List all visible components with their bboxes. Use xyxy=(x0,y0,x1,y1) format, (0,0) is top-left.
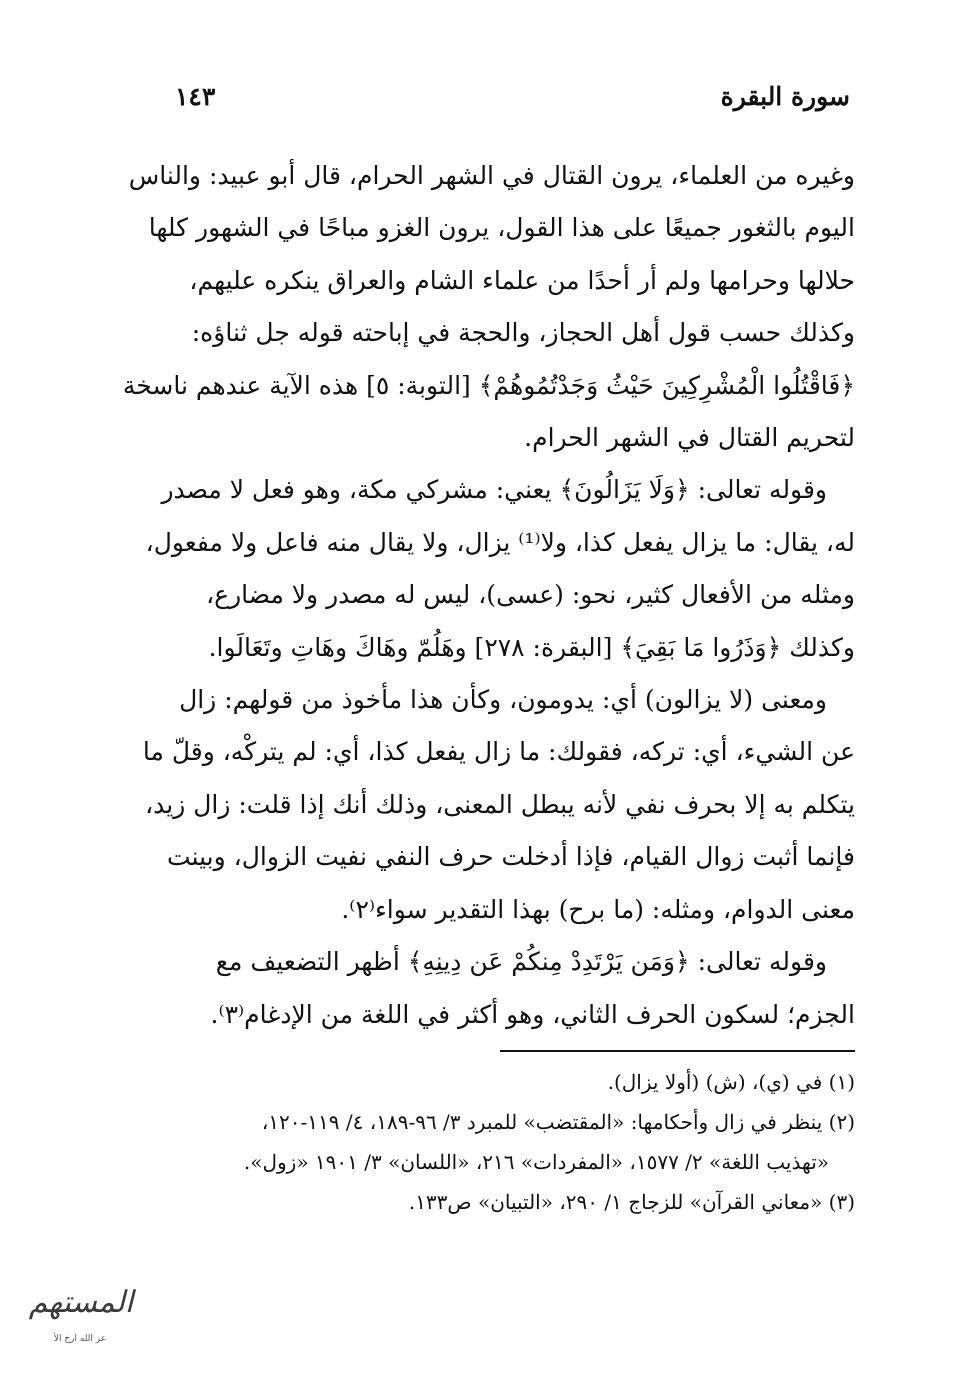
text-line: وغيره من العلماء، يرون القتال في الشهر الحرام، قال أبو عبيد: والناس xyxy=(128,161,855,190)
footnote-2-continuation: «تهذيب اللغة» ٢/ ١٥٧٧، «المفردات» ٢١٦، «اللسان» ٣/ ١٩٠١ «زول». xyxy=(243,1150,829,1174)
watermark-logo: المستهم xyxy=(28,1285,134,1320)
main-text xyxy=(115,150,855,1041)
text-line: فإنما أثبت زوال القيام، فإذا أدخلت حرف النفي نفيت الزوال، وبينت xyxy=(167,842,855,872)
text-line: وقوله تعالى: ﴿وَلَا يَزَالُونَ﴾ يعني: مشركي مكة، وهو فعل لا مصدر xyxy=(161,475,827,505)
footnotes xyxy=(115,1062,855,1222)
page-header xyxy=(150,82,850,122)
text-line: وكذلك ﴿وَذَرُوا مَا بَقِيَ﴾ [البقرة: ٢٧٨] وهَلُمّ وهَاكَ وهَاتِ وتَعَالَوا. xyxy=(208,632,855,662)
watermark-subtext: عز الله ارخ الأ xyxy=(53,1334,107,1344)
text-line: لتحريم القتال في الشهر الحرام. xyxy=(524,423,855,453)
text-line: معنى الدوام، ومثله: (ما برح) بهذا التقدير سواء⁽٢⁾. xyxy=(341,894,855,924)
text-line: الجزم؛ لسكون الحرف الثاني، وهو أكثر في اللغة من الإدغام⁽٣⁾. xyxy=(210,999,855,1029)
footnote-2: (٢) ينظر في زال وأحكامها: «المقتضب» للمبرد ٣/ ٩٦-١٨٩، ٤/ ١١٩-١٢٠، xyxy=(261,1110,855,1134)
text-line: اليوم بالثغور جميعًا على هذا القول، يرون الغزو مباحًا في الشهور كلها xyxy=(148,213,855,243)
text-line: ﴿فَاقْتُلُوا الْمُشْرِكِينَ حَيْثُ وَجَدْتُمُوهُمْ﴾ [التوبة: ٥] هذه الآية عندهم ناسخة xyxy=(122,370,855,400)
footnote-separator xyxy=(500,1050,855,1052)
text-line: له، يقال: ما يزال يفعل كذا، ولا⁽¹⁾ يزال، ولا يقال منه فاعل ولا مفعول، xyxy=(145,527,855,557)
footnote-3: (٣) «معاني القرآن» للزجاج ١/ ٢٩٠، «التبيان» ص١٣٣. xyxy=(408,1190,855,1214)
text-line: حلالها وحرامها ولم أر أحدًا من علماء الشام والعراق ينكره عليهم، xyxy=(189,265,855,295)
text-line: عن الشيء، أي: تركه، فقولك: ما زال يفعل كذا، أي: لم يتركْه، وقلّ ما xyxy=(142,737,855,767)
page-number: ١٤٣ xyxy=(175,82,216,111)
surah-title: سورة البقرة xyxy=(720,82,850,111)
text-line: ومثله من الأفعال كثير، نحو: (عسى)، ليس له مصدر ولا مضارع، xyxy=(206,580,855,610)
text-line: وكذلك حسب قول أهل الحجاز، والحجة في إباحته قوله جل ثناؤه: xyxy=(191,318,855,348)
footnote-1: (١) في (ي)، (ش) (أولا يزال). xyxy=(607,1070,855,1094)
text-line: ومعنى (لا يزالون) أي: يدومون، وكأن هذا مأخوذ من قولهم: زال xyxy=(179,685,827,715)
text-line: يتكلم به إلا بحرف نفي لأنه يبطل المعنى، وذلك أنك إذا قلت: زال زيد، xyxy=(145,789,855,819)
text-line: وقوله تعالى: ﴿وَمَن يَرْتَدِدْ مِنكُمْ عَن دِينِهِ﴾ أظهر التضعيف مع xyxy=(215,947,827,977)
